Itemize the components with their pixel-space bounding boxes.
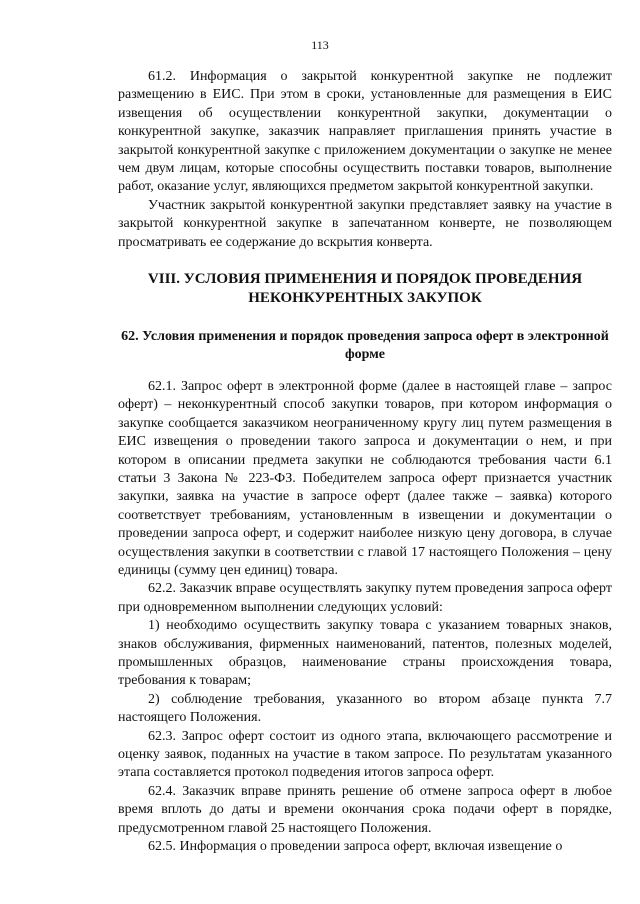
page-number: 113	[311, 38, 329, 52]
paragraph-62-2: 62.2. Заказчик вправе осуществлять закупку путем проведения запроса оферт при одновременном выполнении следующих условий:	[118, 581, 612, 615]
paragraph-61-2-continued: Участник закрытой конкурентной закупки представляет заявку на участие в закрытой конкурентной закупке в запечатанном конверте, не позволяющем просматривать ее содержание до вскрытия конверта.	[118, 197, 612, 250]
list-item-2: 2) соблюдение требования, указанного во втором абзаце пункта 7.7 настоящего Положения.	[118, 691, 612, 726]
list-item-1: 1) необходимо осуществить закупку товара с указанием товарных знаков, знаков обслуживания, фирменных наименований, патентов, полезных моделей, промышленных образцов, наименование страны происхождения товара, требования к товарам;	[118, 618, 612, 689]
section-heading: VIII. УСЛОВИЯ ПРИМЕНЕНИЯ И ПОРЯДОК ПРОВЕДЕНИЯ НЕКОНКУРЕНТНЫХ ЗАКУПОК	[147, 271, 583, 307]
paragraph-61-2: 61.2. Информация о закрытой конкурентной закупке не подлежит размещению в ЕИС. При этом в сроки, установленные для размещения в ЕИС извещения об осуществлении конкурентной закупки, документации о конкурентной закупке, заказчик направляет приглашения принять участие в закрытой конкурентной закупке с приложением документации о закупке не менее чем двум лицам, которые способны осуществить поставки товаров, выполнение работ, оказание услуг, являющихся предметом закрытой конкурентной закупки.	[118, 69, 612, 195]
subsection-heading: 62. Условия применения и порядок проведения запроса оферт в электронной форме	[121, 329, 609, 363]
document-body	[118, 68, 612, 856]
paragraph-62-3: 62.3. Запрос оферт состоит из одного этапа, включающего рассмотрение и оценку заявок, поданных на участие в таком запросе. По результатам указанного этапа составляется протокол подведения итогов запроса оферт.	[118, 728, 612, 781]
paragraph-62-4: 62.4. Заказчик вправе принять решение об отмене запроса оферт в любое время вплоть до даты и времени окончания срока подачи оферт в порядке, предусмотренном главой 25 настоящего Положения.	[118, 783, 612, 836]
paragraph-62-5: 62.5. Информация о проведении запроса оферт, включая извещение о	[148, 839, 563, 855]
paragraph-62-1: 62.1. Запрос оферт в электронной форме (далее в настоящей главе – запрос оферт) – неконкурентный способ закупки товаров, при котором информация о закупке сообщается заказчиком неограниченному кругу лиц путем размещения в ЕИС извещения о проведении такого запроса и документации о нем, и при котором в описании предмета закупки не соблюдаются требования части 6.1 статьи 3 Закона № 223-ФЗ. Победителем запроса оферт признается участник закупки, заявка на участие в запросе оферт (далее также – заявка) которого соответствует требованиям, установленным в извещении и документации о проведении запроса оферт, и содержит наиболее низкую цену договора, в случае осуществления закупки в соответствии с главой 17 настоящего Положения – цену единицы (сумму цен единиц) товара.	[118, 378, 612, 578]
